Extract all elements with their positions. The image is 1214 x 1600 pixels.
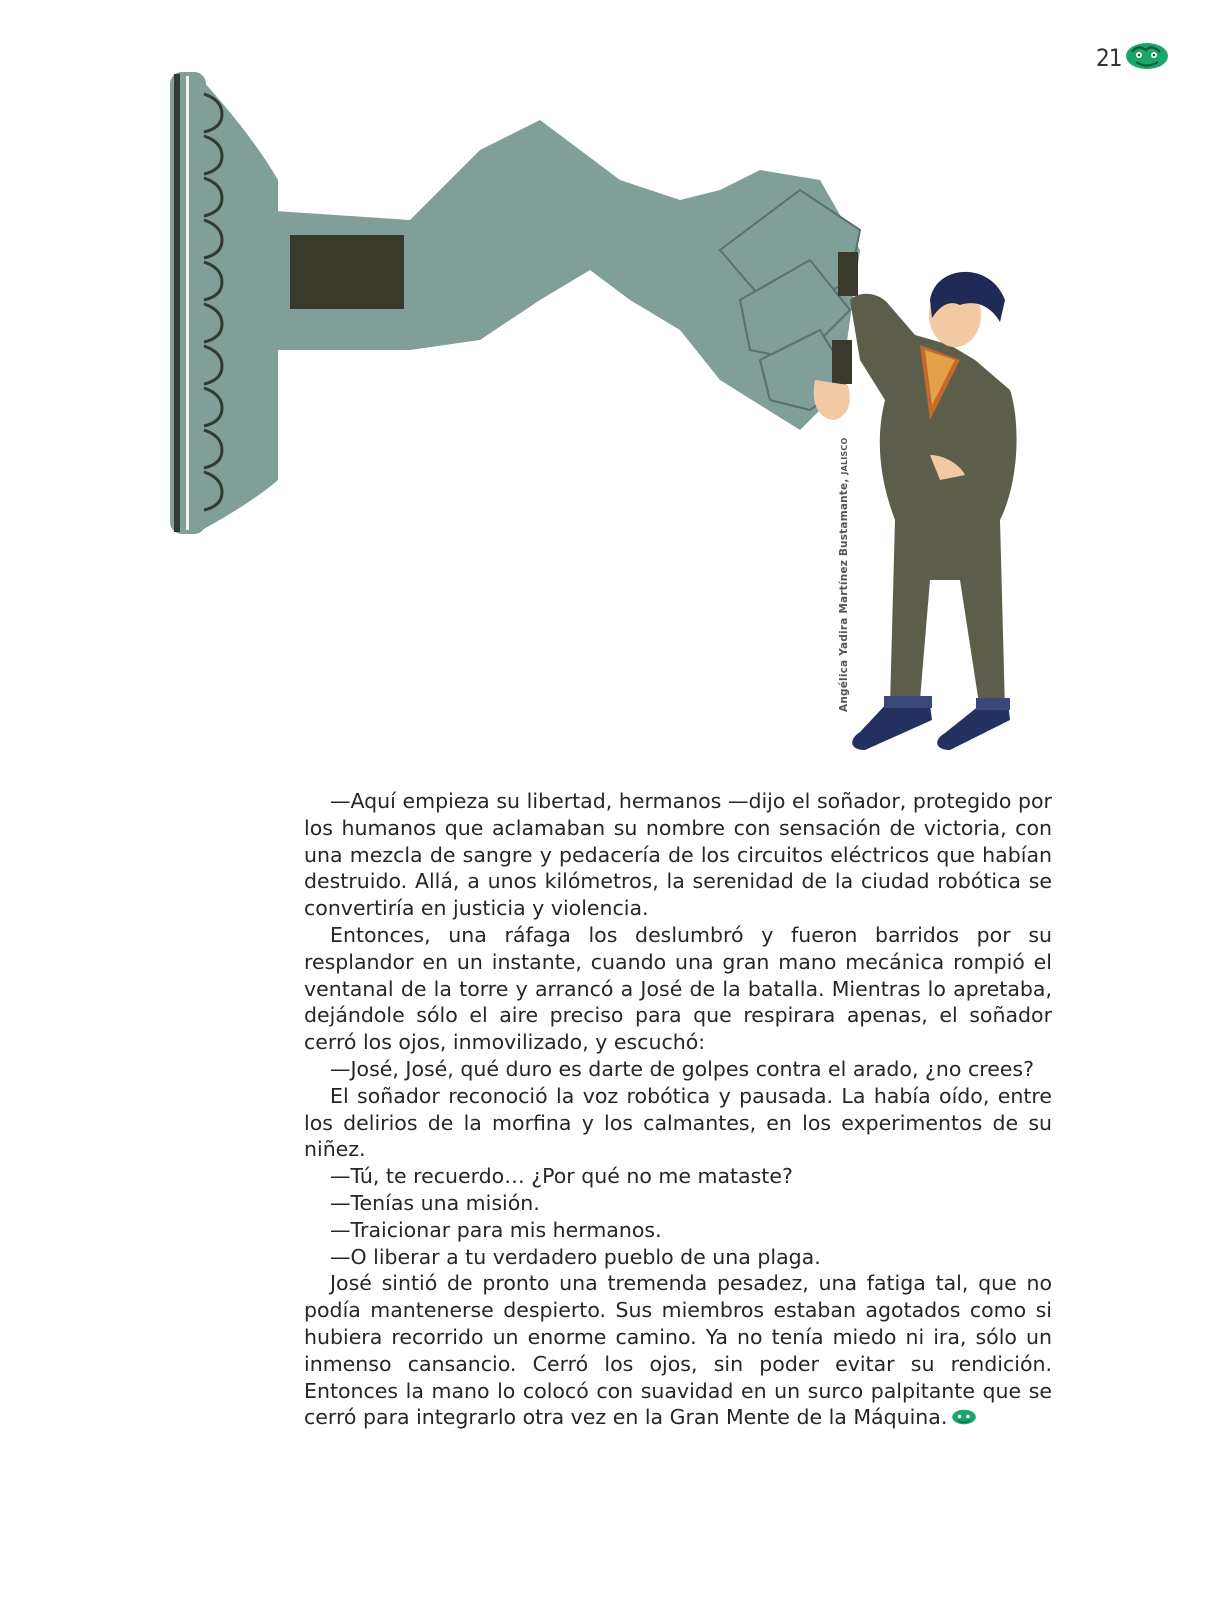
- paragraph: —O liberar a tu verdadero pueblo de una plaga.: [330, 1244, 821, 1269]
- green-cartoon-glyph-icon: [1124, 40, 1170, 72]
- paragraph: El soñador reconoció la voz robótica y pausada. La había oído, entre los delirios de la morfina y los calmantes, en los experimentos de su niñez.: [304, 1083, 1052, 1162]
- paragraph: —Tú, te recuerdo… ¿Por qué no me mataste?: [330, 1164, 793, 1189]
- credit-name: Angélica Yadira Martínez Bustamante,: [838, 478, 850, 712]
- last-paragraph: [304, 1270, 1052, 1431]
- paragraph: —Aquí empieza su libertad, hermanos —dijo el soñador, protegido por los humanos que aclamaban su nombre con sensación de victoria, con una mezcla de sangre y pedacería de los circuitos eléctricos que habían destruido. Allá, a unos kilómetros, la serenidad de la ciudad robótica se convertiría en justicia y violencia.: [304, 789, 1052, 921]
- page-number: 21: [1096, 44, 1122, 72]
- end-of-story-icon: [951, 1408, 977, 1426]
- credit-state: JALISCO: [840, 437, 849, 475]
- paragraph: —Traicionar para mis hermanos.: [330, 1217, 662, 1242]
- paragraph: —Tenías una misión.: [330, 1190, 540, 1215]
- paragraph-text: José sintió de pronto una tremenda pesadez, una fatiga tal, que no podía mantenerse despierto. Sus miembros estaban agotados como si hubiera recorrido un enorme camino. Ya no tenía miedo ni ira, sólo un inmenso cansancio. Cerró los ojos, sin poder evitar su rendición. Entonces la mano lo colocó con suavidad en un surco palpitante que se cerró para integrarlo otra vez en la Gran Mente de la Máquina.: [304, 1271, 1052, 1430]
- paragraph: Entonces, una ráfaga los deslumbró y fueron barridos por su resplandor en un instante, cuando una gran mano mecánica rompió el ventanal de la torre y arrancó a José de la batalla. Mientras lo apretaba, dejándole sólo el aire preciso para que respirara apenas, el soñador cerró los ojos, inmovilizado, y escuchó:: [304, 922, 1052, 1055]
- paragraph: —José, José, qué duro es darte de golpes contra el arado, ¿no crees?: [330, 1056, 1034, 1081]
- story-text: [304, 788, 1052, 1431]
- illustration-credit: [838, 438, 850, 712]
- robot-hand-illustration: [160, 60, 1040, 780]
